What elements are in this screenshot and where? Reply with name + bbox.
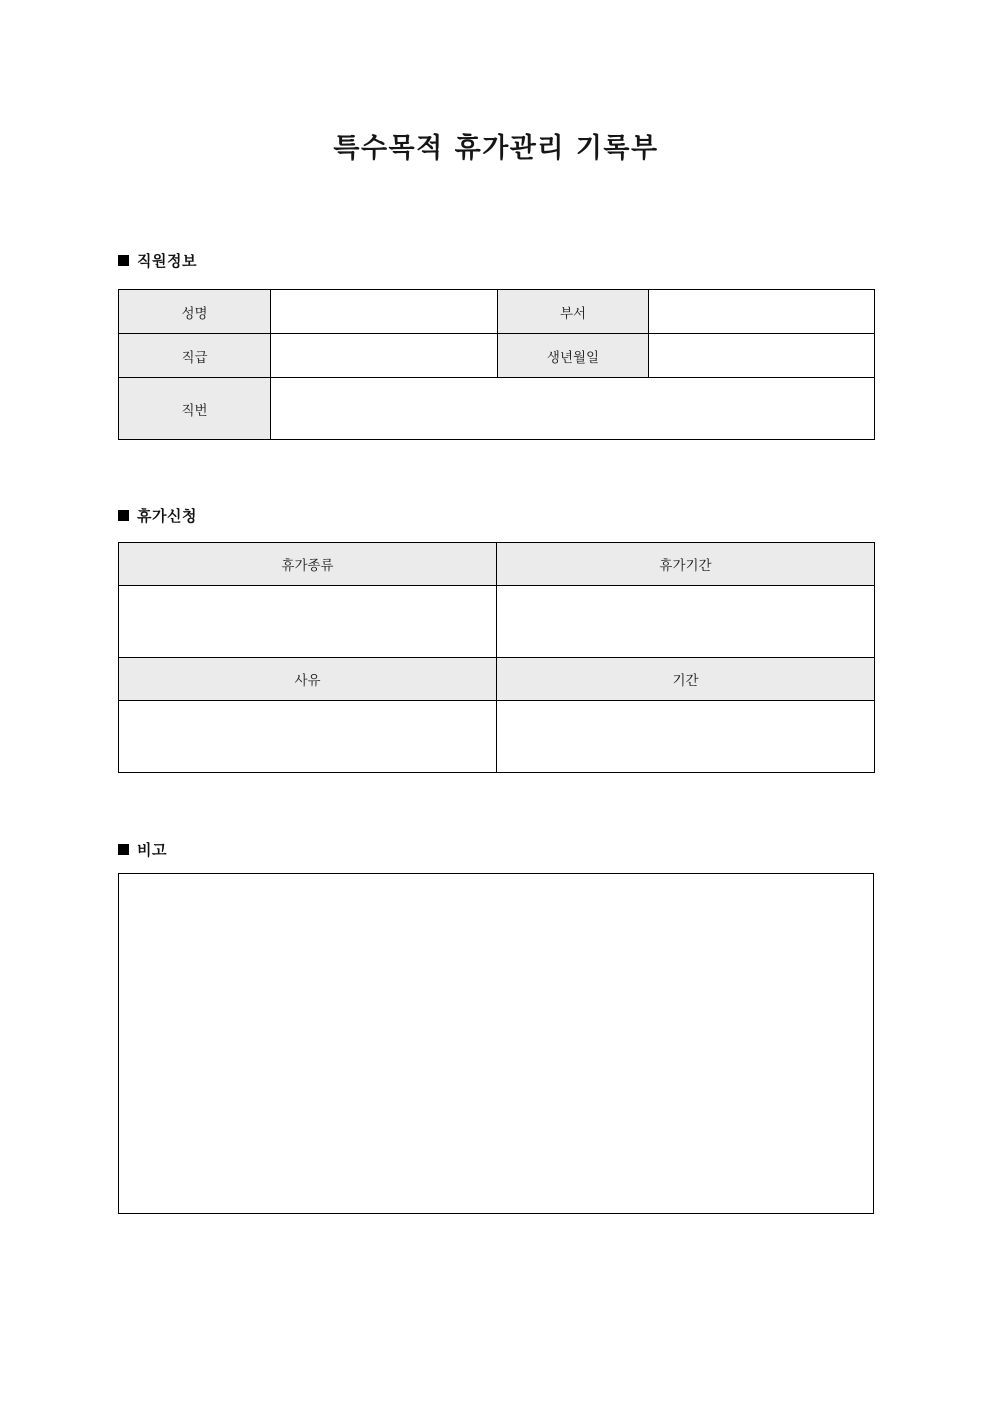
employee-info-table <box>118 289 875 440</box>
table-row <box>119 378 875 440</box>
field-value-position[interactable] <box>271 334 498 378</box>
field-value-reason[interactable] <box>119 701 497 773</box>
section-heading-label: 비고 <box>137 841 167 859</box>
table-row <box>119 658 875 701</box>
remarks-content <box>119 874 873 895</box>
field-label-employee-number: 직번 <box>119 378 271 440</box>
column-header-reason: 사유 <box>119 658 497 701</box>
field-value-duration[interactable] <box>497 701 875 773</box>
field-label-position: 직급 <box>119 334 271 378</box>
field-value-name[interactable] <box>271 290 498 334</box>
section-bullet-icon <box>118 510 129 521</box>
section-heading-leave-application <box>118 505 197 526</box>
remarks-textarea[interactable] <box>118 873 874 1214</box>
table-row <box>119 586 875 658</box>
field-label-name: 성명 <box>119 290 271 334</box>
table-row <box>119 334 875 378</box>
section-heading-remarks <box>118 839 167 860</box>
table-row <box>119 701 875 773</box>
section-heading-employee-info <box>118 250 197 271</box>
table-row <box>119 290 875 334</box>
column-header-duration: 기간 <box>497 658 875 701</box>
leave-application-table <box>118 542 875 773</box>
table-row <box>119 543 875 586</box>
field-value-birthdate[interactable] <box>649 334 875 378</box>
field-label-department: 부서 <box>498 290 649 334</box>
column-header-leave-type: 휴가종류 <box>119 543 497 586</box>
field-value-employee-number[interactable] <box>271 378 875 440</box>
section-heading-label: 휴가신청 <box>137 507 197 525</box>
field-value-leave-period[interactable] <box>497 586 875 658</box>
field-value-leave-type[interactable] <box>119 586 497 658</box>
section-heading-label: 직원정보 <box>137 252 197 270</box>
page-title: 특수목적 휴가관리 기록부 <box>333 133 659 164</box>
column-header-leave-period: 휴가기간 <box>497 543 875 586</box>
field-label-birthdate: 생년월일 <box>498 334 649 378</box>
section-bullet-icon <box>118 255 129 266</box>
section-bullet-icon <box>118 844 129 855</box>
field-value-department[interactable] <box>649 290 875 334</box>
